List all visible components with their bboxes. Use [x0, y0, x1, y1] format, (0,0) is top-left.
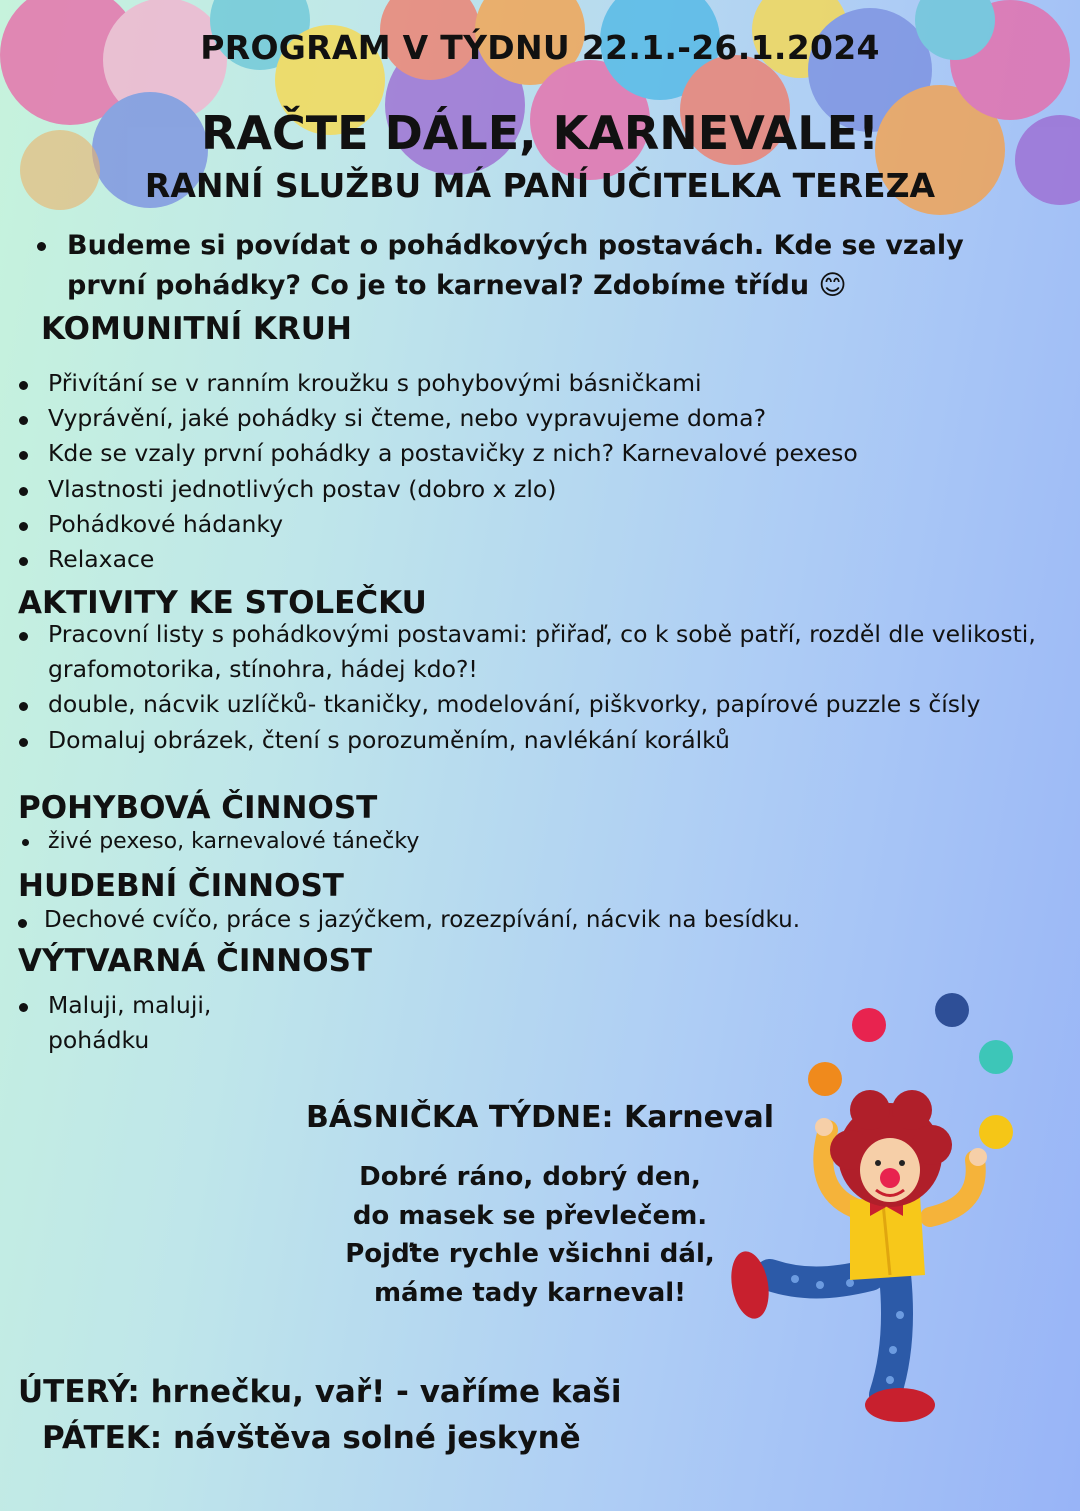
program-title: PROGRAM V TÝDNU 22.1.-26.1.2024	[200, 28, 880, 67]
section-heading-pohybova: POHYBOVÁ ČINNOST	[18, 790, 378, 826]
list-item: Kde se vzaly první pohádky a postavičky z nich? Karnevalové pexeso	[48, 436, 858, 471]
main-title: RAČTE DÁLE, KARNEVALE!	[201, 106, 879, 160]
juggling-ball-teal-icon	[979, 1040, 1013, 1074]
section-heading-aktivity: AKTIVITY KE STOLEČKU	[18, 585, 427, 621]
section-heading-vytvarna: VÝTVARNÁ ČINNOST	[18, 943, 373, 979]
vytvarna-list	[48, 988, 268, 1058]
juggling-ball-yellow-icon	[979, 1115, 1013, 1149]
list-item: Vyprávění, jaké pohádky si čteme, nebo vypravujeme doma?	[48, 401, 858, 436]
morning-duty-subtitle: RANNÍ SLUŽBU MÁ PANÍ UČITELKA TEREZA	[144, 166, 936, 205]
intro-list	[67, 226, 1047, 306]
tuesday-event: ÚTERÝ: hrnečku, vař! - vaříme kaši	[18, 1374, 622, 1410]
list-item: Přivítání se v ranním kroužku s pohybovými básničkami	[48, 366, 858, 401]
intro-text: Budeme si povídat o pohádkových postavách. Kde se vzaly první pohádky? Co je to karneval? Zdobíme třídu	[67, 230, 964, 301]
section-heading-komunitni-kruh: KOMUNITNÍ KRUH	[41, 311, 352, 347]
poem-body	[290, 1158, 770, 1312]
list-item: živé pexeso, karnevalové tánečky	[48, 827, 419, 857]
hudebni-list	[44, 904, 800, 936]
poem-line: do masek se převlečem.	[352, 1200, 708, 1231]
intro-item	[67, 226, 1047, 306]
juggling-ball-red-icon	[852, 1008, 886, 1042]
list-item: Domaluj obrázek, čtení s porozuměním, navlékání korálků	[48, 723, 1058, 758]
section-heading-hudebni: HUDEBNÍ ČINNOST	[18, 868, 344, 904]
list-item: Pohádkové hádanky	[48, 507, 858, 542]
friday-event: PÁTEK: návštěva solné jeskyně	[42, 1420, 581, 1456]
juggling-ball-orange-icon	[808, 1062, 842, 1096]
juggling-ball-navy-icon	[935, 993, 969, 1027]
clown-figure-icon	[726, 1090, 987, 1422]
smiley-emoji-icon: 😊	[818, 270, 847, 301]
juggling-clown-illustration	[700, 985, 1030, 1445]
aktivity-list	[48, 617, 1058, 758]
list-item: Dechové cvíčo, práce s jazýčkem, rozezpívání, nácvik na besídku.	[44, 904, 800, 936]
list-item: Pracovní listy s pohádkovými postavami: přiřaď, co k sobě patří, rozděl dle velikosti, grafomotorika, stínohra, hádej kdo?!	[48, 617, 1058, 687]
list-item: Maluji, maluji, pohádku	[48, 988, 268, 1058]
list-item: Vlastnosti jednotlivých postav (dobro x zlo)	[48, 472, 858, 507]
pohybova-list	[48, 827, 419, 857]
komunitni-kruh-list	[48, 366, 858, 577]
poem-line: máme tady karneval!	[373, 1277, 687, 1308]
poem-line: Dobré ráno, dobrý den,	[359, 1162, 701, 1192]
poem-line: Pojďte rychle všichni dál,	[345, 1239, 715, 1269]
poem-title: BÁSNIČKA TÝDNE: Karneval	[305, 1100, 775, 1135]
list-item: double, nácvik uzlíčků- tkaničky, modelování, piškvorky, papírové puzzle s čísly	[48, 687, 1058, 722]
list-item: Relaxace	[48, 542, 858, 577]
